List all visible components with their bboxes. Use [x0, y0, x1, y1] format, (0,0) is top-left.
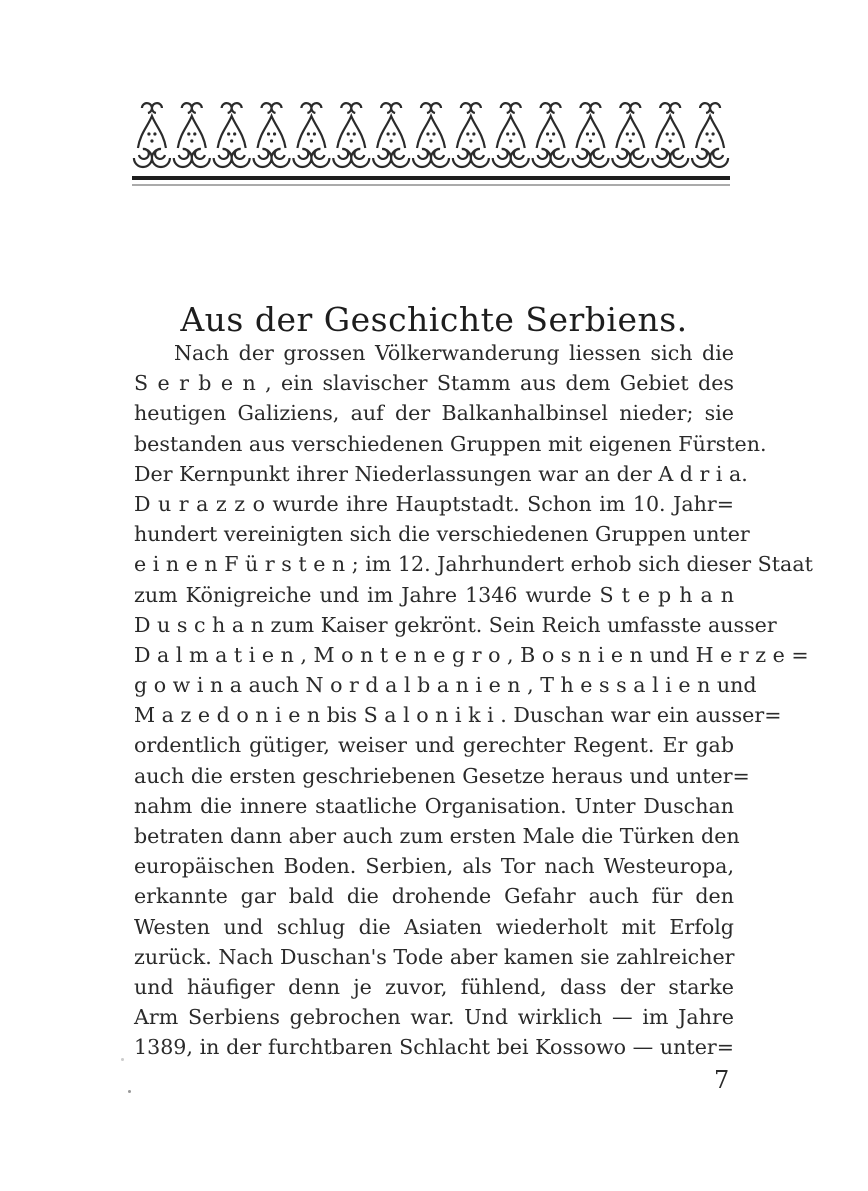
text-line: Westen und schlug die Asiaten wiederholt mit Erfolg — [134, 914, 734, 939]
chapter-title: Aus der Geschichte Serbiens. — [180, 300, 688, 340]
text-line: M a z e d o n i e n bis S a l o n i k i . Duschan war ein ausser= — [134, 703, 782, 728]
text-line: D u s c h a n zum Kaiser gekrönt. Sein Reich umfasste ausser — [134, 612, 777, 637]
ornament-scroll-unit — [413, 103, 449, 167]
ornament-scroll-unit — [612, 103, 648, 167]
paper-speck — [121, 1058, 124, 1061]
ornament-scroll-unit — [214, 103, 250, 167]
ornament-scroll-unit — [533, 103, 569, 167]
body-paragraph — [134, 338, 813, 1063]
text-line: Arm Serbiens gebrochen war. Und wirklich — im Jahre — [134, 1005, 734, 1030]
paper-speck — [128, 1090, 131, 1093]
text-line: hundert vereinigten sich die verschiedenen Gruppen unter — [134, 522, 750, 547]
ornament-scroll-unit — [453, 103, 489, 167]
ornament-scroll-unit — [134, 103, 170, 167]
text-line: bestanden aus verschiedenen Gruppen mit eigenen Fürsten. — [134, 431, 767, 456]
text-line: ordentlich gütiger, weiser und gerechter Regent. Er gab — [134, 733, 734, 758]
text-line: zum Königreiche und im Jahre 1346 wurde S t e p h a n — [134, 582, 734, 607]
text-line: europäischen Boden. Serbien, als Tor nach Westeuropa, — [134, 854, 734, 879]
text-line: heutigen Galiziens, auf der Balkanhalbinsel nieder; sie — [134, 401, 734, 426]
text-line: 1389, in der furchtbaren Schlacht bei Kossowo — unter= — [134, 1035, 734, 1060]
text-line: nahm die innere staatliche Organisation. Unter Duschan — [134, 793, 734, 818]
text-line: auch die ersten geschriebenen Gesetze heraus und unter= — [134, 763, 750, 788]
ornament-scroll-unit — [293, 103, 329, 167]
ornament-scroll-unit — [333, 103, 369, 167]
ornament-scroll-unit — [572, 103, 608, 167]
ornament-scroll-unit — [652, 103, 688, 167]
text-line: Der Kernpunkt ihrer Niederlassungen war an der A d r i a. — [134, 461, 748, 486]
ornament-scroll-unit — [692, 103, 728, 167]
text-line: und häufiger denn je zuvor, fühlend, dass der starke — [134, 974, 734, 999]
ornament-scroll-unit — [493, 103, 529, 167]
text-line: Nach der grossen Völkerwanderung liessen sich die — [174, 341, 734, 365]
text-line: D a l m a t i e n , M o n t e n e g r o , B o s n i e n und H e r z e = — [134, 642, 809, 667]
page-number: 7 — [714, 1066, 730, 1094]
text-line: D u r a z z o wurde ihre Hauptstadt. Schon im 10. Jahr= — [134, 491, 734, 516]
text-line: betraten dann aber auch zum ersten Male die Türken den — [134, 824, 740, 848]
text-line: S e r b e n , ein slavischer Stamm aus dem Gebiet des — [134, 371, 734, 396]
ornamental-header-border — [132, 96, 730, 188]
text-line: e i n e n F ü r s t e n ; im 12. Jahrhundert erhob sich dieser Staat — [134, 552, 813, 577]
ornament-scroll-unit — [174, 103, 210, 167]
ornament-scroll-unit — [254, 103, 290, 167]
text-line: erkannte gar bald die drohende Gefahr auch für den — [134, 884, 734, 909]
text-line: zurück. Nach Duschan's Tode aber kamen sie zahlreicher — [134, 944, 735, 969]
ornament-scroll-unit — [373, 103, 409, 167]
text-line: g o w i n a auch N o r d a l b a n i e n , T h e s s a l i e n und — [134, 673, 757, 698]
